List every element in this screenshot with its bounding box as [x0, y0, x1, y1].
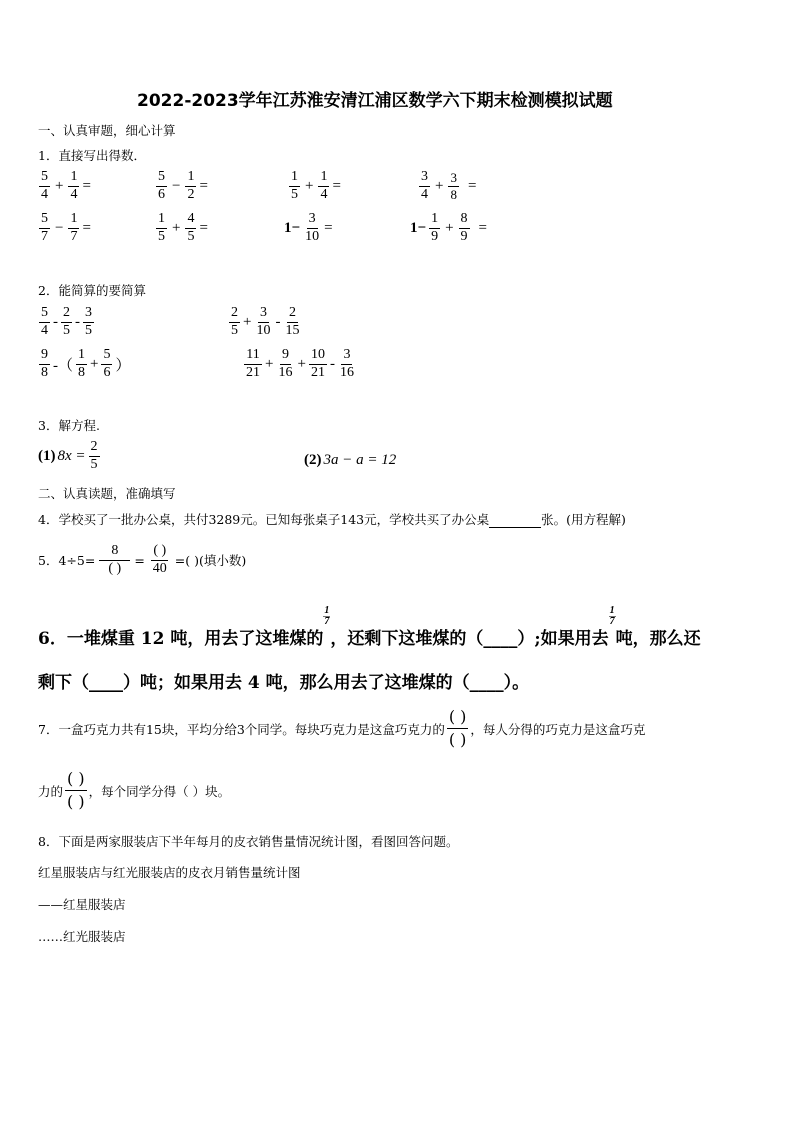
q5: 5．4÷5= $\frac{8}{( )}$ = $\frac{( )}{40}$ =( )(填小数) — [38, 543, 247, 576]
q2-label: 2．能简算的要简算 — [38, 283, 146, 298]
q1-r2-e4: 1− $\frac{1}{9}$ + $\frac{8}{9}$ = — [410, 211, 487, 244]
q1-r2-e1: $\frac{5}{7}$ − $\frac{1}{7}$ = — [41, 211, 91, 244]
q7-line1: 7．一盒巧克力共有15块，平均分给3个同学。每块巧克力是这盒巧克力的 $\frac{( )}{( )}$ ，每人分得的巧克力是这盒巧克 — [38, 707, 646, 750]
answer-blank[interactable] — [489, 512, 541, 528]
q8-label: 8．下面是两家服装店下半年每月的皮衣销售量情况统计图，看图回答问题。 — [38, 834, 459, 849]
q7-line2: 力的 $\frac{( )}{( )}$ ，每个同学分得（ ）块。 — [38, 769, 231, 812]
q6-line2: 剩下（____）吨；如果用去 4 吨，那么用去了这堆煤的（____）。 — [38, 673, 530, 693]
q1-r1-e3: $\frac{1}{5}$ + $\frac{1}{4}$ = — [291, 169, 341, 202]
q1-r2-e3: 1− $\frac{3}{10}$ = — [284, 211, 333, 244]
q2-e2: $\frac{2}{5}$ + $\frac{3}{10}$ - $\frac{2}{15}$ — [231, 305, 300, 338]
q1-r1-e4: $\frac{3}{4}$ + $\frac{3}{8}$ = — [421, 169, 477, 202]
q6-line1: 6．一堆煤重 12 吨，用去了这堆煤的 $\frac{1}{7}$ ，还剩下这堆煤的（____）;如果用去 $\frac{1}{7}$ 吨，那么还 — [38, 605, 701, 649]
legend-hongguang: ……红光服装店 — [38, 929, 126, 944]
q2-e3: $\frac{9}{8}$ -（ $\frac{1}{8}$ + $\frac{5}{6}$ ） — [41, 347, 131, 380]
page-title: 2022-2023学年江苏淮安清江浦区数学六下期末检测模拟试题 — [137, 91, 613, 111]
q1-r2-e2: $\frac{1}{5}$ + $\frac{4}{5}$ = — [158, 211, 208, 244]
q1-r1-e2: $\frac{5}{6}$ − $\frac{1}{2}$ = — [158, 169, 208, 202]
fraction: $\frac{1}{4}$ — [70, 169, 78, 202]
q1-r1-e1: $\frac{5}{4}$ + $\frac{1}{4}$ = — [41, 169, 91, 202]
fraction: $\frac{5}{4}$ — [41, 169, 48, 202]
answer-fraction-blank[interactable]: $\frac{( )}{( )}$ — [67, 769, 85, 812]
q1-label: 1．直接写出得数． — [38, 148, 146, 163]
answer-fraction-blank[interactable]: $\frac{( )}{( )}$ — [448, 707, 467, 750]
q3-p2: (2) 3a − a = 12 — [304, 452, 397, 468]
legend-hongxing: ——红星服装店 — [38, 897, 126, 912]
q3-p1: (1) 8x = $\frac{2}{5}$ — [38, 439, 98, 472]
section-heading-2: 二、认真读题，准确填写 — [38, 486, 176, 501]
chart-title: 红星服装店与红光服装店的皮衣月销售量统计图 — [38, 865, 301, 880]
q4: 4．学校买了一批办公桌，共付3289元。已知每张桌子143元，学校共买了办公桌 张。(用方程解) — [38, 512, 626, 527]
fraction-one-seventh: $\frac{1}{7}$ — [324, 605, 330, 627]
q2-e4: $\frac{11}{21}$ + $\frac{9}{16}$ + $\frac{10}{21}$ - $\frac{3}{16}$ — [246, 347, 354, 380]
q2-e1: $\frac{5}{4}$ - $\frac{2}{5}$ - $\frac{3}{5}$ — [41, 305, 92, 338]
fraction-one-seventh: $\frac{1}{7}$ — [609, 605, 615, 627]
q3-label: 3．解方程. — [38, 418, 100, 433]
section-heading-1: 一、认真审题，细心计算 — [38, 123, 176, 138]
